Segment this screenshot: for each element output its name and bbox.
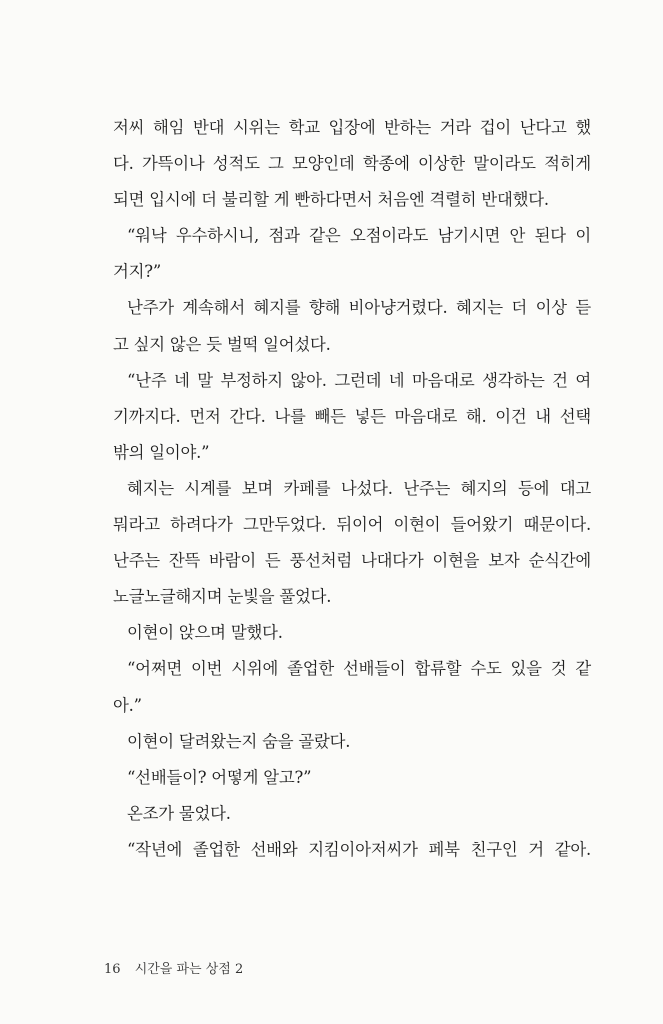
- text-line: 난주가 계속해서 혜지를 향해 비아냥거렸다. 혜지는 더 이상 듣: [127, 298, 591, 318]
- page-footer: [104, 958, 243, 977]
- text-line: 기까지다. 먼저 간다. 나를 빼든 넣든 마음대로 해. 이건 내 선택: [113, 406, 591, 426]
- text-line: 거지?”: [113, 262, 162, 282]
- text-line: 저씨 해임 반대 시위는 학교 입장에 반하는 거라 겁이 난다고 했: [113, 118, 591, 137]
- text-line: 되면 입시에 더 불리할 게 빤하다면서 처음엔 격렬히 반대했다.: [113, 190, 549, 210]
- text-line: 이현이 앉으며 말했다.: [127, 623, 283, 643]
- text-line: 밖의 일이야.”: [113, 442, 210, 462]
- book-title: 시간을 파는 상점 2: [134, 962, 244, 977]
- body-text: [113, 110, 591, 868]
- text-line: 고 싶지 않은 듯 벌떡 일어섰다.: [113, 334, 331, 354]
- text-line: 노글노글해지며 눈빛을 풀었다.: [113, 587, 332, 607]
- text-line: “어쩌면 이번 시위에 졸업한 선배들이 합류할 수도 있을 것 같: [127, 659, 591, 679]
- text-line: 난주는 잔뜩 바람이 든 풍선처럼 나대다가 이현을 보자 순식간에: [113, 551, 591, 571]
- text-line: 혜지는 시계를 보며 카페를 나섰다. 난주는 혜지의 등에 대고: [127, 478, 591, 498]
- text-line: “난주 네 말 부정하지 않아. 그런데 네 마음대로 생각하는 건 여: [127, 370, 591, 390]
- text-line: 온조가 물었다.: [127, 803, 231, 823]
- text-line: “선배들이? 어떻게 알고?”: [127, 767, 312, 787]
- page-number: 16: [104, 962, 121, 977]
- text-line: 뭐라고 하려다가 그만두었다. 뒤이어 이현이 들어왔기 때문이다.: [113, 515, 591, 535]
- text-line: 이현이 달려왔는지 숨을 골랐다.: [127, 731, 351, 751]
- text-line: 아.”: [113, 695, 142, 715]
- text-line: 다. 가뜩이나 성적도 그 모양인데 학종에 이상한 말이라도 적히게: [113, 154, 591, 174]
- text-line: “워낙 우수하시니, 점과 같은 오점이라도 남기시면 안 된다 이: [127, 226, 591, 246]
- text-line: “작년에 졸업한 선배와 지킴이아저씨가 페북 친구인 거 같아.: [127, 839, 591, 859]
